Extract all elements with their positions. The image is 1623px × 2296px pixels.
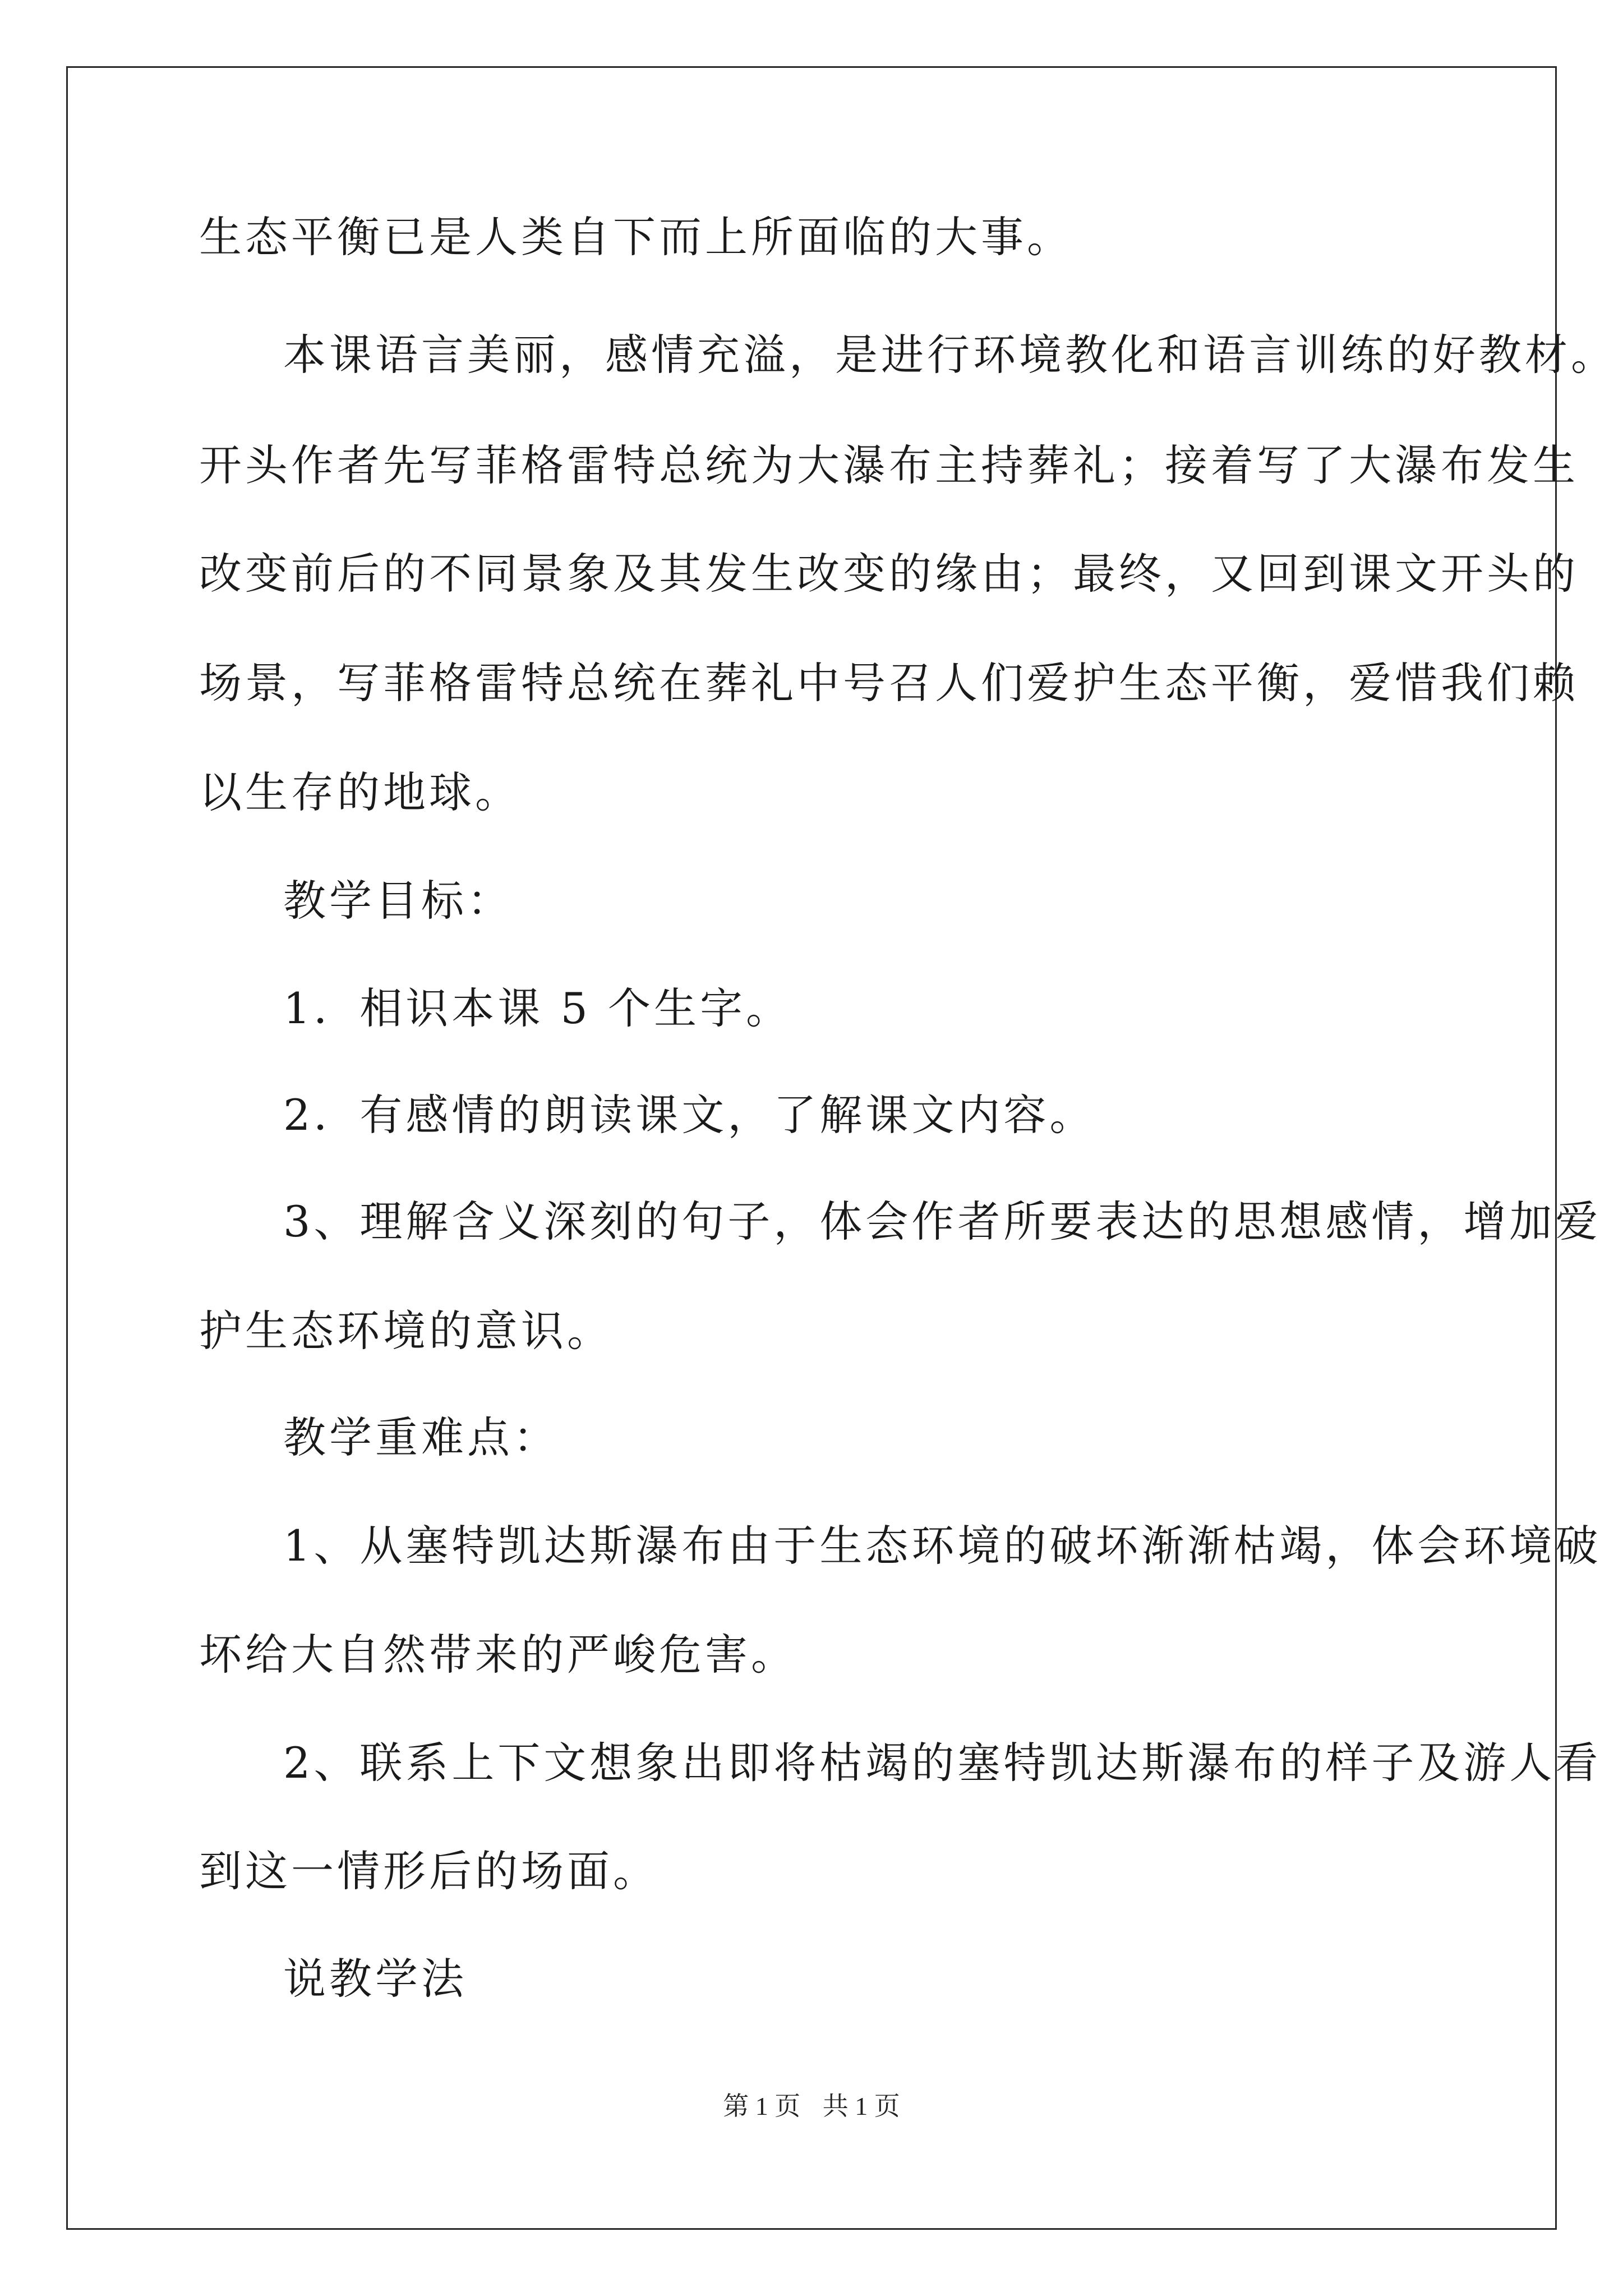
page-number: 第 1 页: [723, 2092, 801, 2120]
page-count: 共 1 页: [822, 2092, 900, 2120]
paragraph-line: 到这一情形后的场面。: [199, 1846, 659, 1896]
paragraph-line: 本课语言美丽，感情充溢，是进行环境教化和语言训练的好教材。: [283, 330, 1617, 380]
list-item: 3、理解含义深刻的句子，体会作者所要表达的思想感情，增加爱: [283, 1197, 1602, 1246]
list-item: 2．有感情的朗读课文，了解课文内容。: [283, 1090, 1096, 1140]
paragraph-line: 护生态环境的意识。: [199, 1306, 613, 1356]
page-border: [66, 66, 1557, 2230]
paragraph-line: 以生存的地球。: [199, 767, 521, 817]
paragraph-line: 坏给大自然带来的严峻危害。: [199, 1630, 797, 1680]
section-heading: 说教学法: [283, 1954, 467, 2004]
paragraph-line: 生态平衡已是人类自下而上所面临的大事。: [199, 212, 1073, 262]
paragraph-line: 开头作者先写菲格雷特总统为大瀑布主持葬礼；接着写了大瀑布发生: [199, 440, 1579, 490]
page-footer: [0, 2086, 1623, 2123]
paragraph-line: 改变前后的不同景象及其发生改变的缘由；最终，又回到课文开头的: [199, 549, 1579, 599]
list-item: 1．相识本课 5 个生字。: [283, 983, 792, 1033]
list-item: 2、联系上下文想象出即将枯竭的塞特凯达斯瀑布的样子及游人看: [283, 1738, 1602, 1788]
section-heading: 教学重难点：: [283, 1412, 559, 1462]
paragraph-line: 场景，写菲格雷特总统在葬礼中号召人们爱护生态平衡，爱惜我们赖: [199, 658, 1579, 708]
section-heading: 教学目标：: [283, 876, 513, 926]
list-item: 1、从塞特凯达斯瀑布由于生态环境的破坏渐渐枯竭，体会环境破: [283, 1521, 1602, 1571]
